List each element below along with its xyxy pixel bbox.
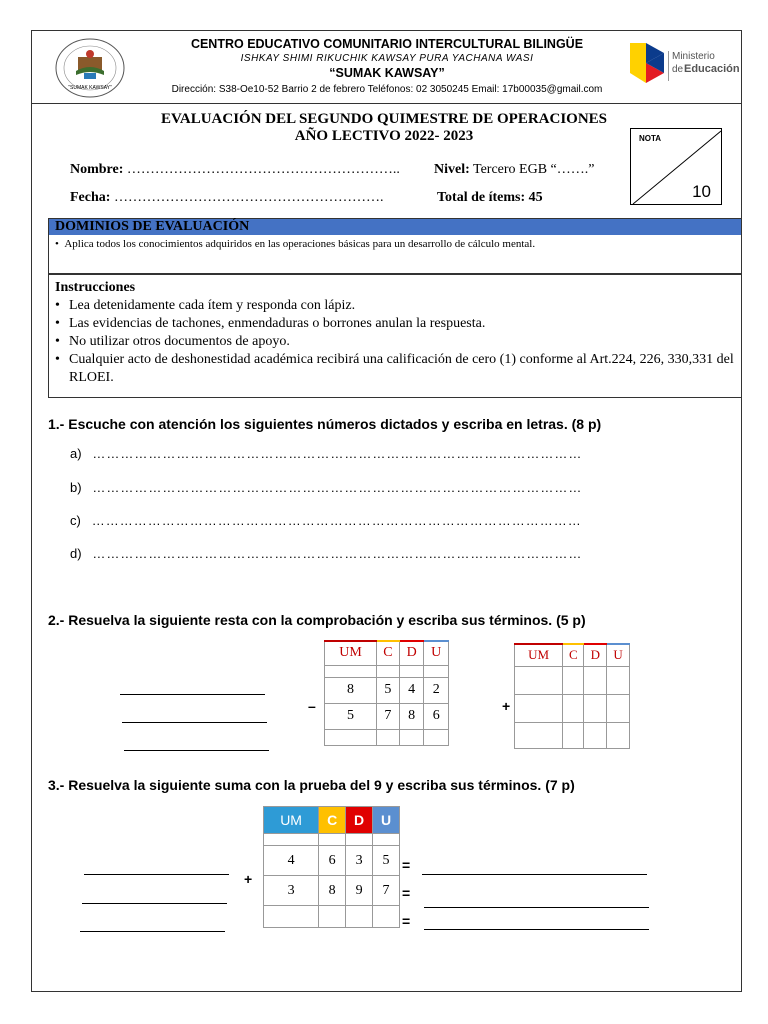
- grid-cell: 4: [399, 677, 424, 703]
- grid-cell[interactable]: [584, 694, 607, 722]
- answer-line-c[interactable]: c) ……………………………………………………………………………………………: [70, 513, 582, 528]
- grid-cell[interactable]: [584, 666, 607, 694]
- equals-sign: =: [402, 913, 411, 929]
- grid-cell: 9: [346, 876, 373, 906]
- level-label: Nivel:: [434, 162, 470, 177]
- school-address: Dirección: S38-Oe10-52 Barrio 2 de febrero Teléfonos: 02 3050245 Email: 17b00035@gmail.com: [171, 84, 603, 95]
- grid-cell[interactable]: [607, 694, 630, 722]
- grid-header: C: [377, 641, 400, 665]
- grid-cell[interactable]: [325, 665, 377, 677]
- grid-cell: 7: [377, 703, 400, 729]
- grid-header: UM: [515, 644, 563, 666]
- term-line[interactable]: [84, 874, 229, 875]
- date-label: Fecha:: [70, 190, 111, 205]
- seal-caption: “SUMAK KAWSAY”: [68, 85, 112, 91]
- term-line[interactable]: [122, 722, 267, 723]
- instruction-item: • Lea detenidamente cada ítem y responda con lápiz.: [55, 297, 735, 315]
- term-line[interactable]: [82, 903, 227, 904]
- term-line[interactable]: [120, 694, 265, 695]
- instructions-heading: Instrucciones: [55, 280, 136, 295]
- answer-line-d[interactable]: d) ……………………………………………………………………………………………: [70, 546, 583, 561]
- ministry-line3: Educación: [684, 63, 740, 75]
- grid-cell[interactable]: [563, 694, 584, 722]
- subtraction-grid: [324, 640, 449, 746]
- grid-cell: 6: [319, 846, 346, 876]
- grid-cell: 7: [373, 876, 400, 906]
- ministry-line1: Ministerio: [672, 51, 715, 62]
- grid-cell[interactable]: [319, 906, 346, 928]
- domains-box: [48, 218, 742, 274]
- name-label: Nombre:: [70, 162, 124, 177]
- result-line[interactable]: [424, 907, 649, 908]
- date-dots[interactable]: ………………………………………………….: [113, 190, 384, 205]
- grid-cell: 4: [264, 846, 319, 876]
- grid-header: U: [607, 644, 630, 666]
- exam-page: [31, 30, 742, 992]
- grid-header: D: [399, 641, 424, 665]
- grid-cell: 8: [399, 703, 424, 729]
- grid-cell[interactable]: [607, 666, 630, 694]
- grid-cell: 5: [325, 703, 377, 729]
- grid-cell[interactable]: [584, 722, 607, 748]
- grid-cell[interactable]: [377, 665, 400, 677]
- grade-box: [630, 128, 722, 205]
- grid-cell[interactable]: [424, 729, 449, 745]
- ministry-logo: [626, 37, 740, 93]
- grid-cell[interactable]: [325, 729, 377, 745]
- grid-cell[interactable]: [264, 834, 319, 846]
- school-name: CENTRO EDUCATIVO COMUNITARIO INTERCULTURAL BILINGÜE: [190, 37, 584, 51]
- grid-header: C: [319, 807, 346, 834]
- exam-title: [144, 111, 624, 145]
- instructions-box: [48, 274, 742, 398]
- grid-cell: 6: [424, 703, 449, 729]
- instruction-item: • Cualquier acto de deshonestidad académica recibirá una calificación de cero (1) conforme al Art.224, 226, 330,331 del RLOEI.: [55, 351, 735, 387]
- grid-cell[interactable]: [399, 665, 424, 677]
- header-divider: [32, 103, 741, 104]
- name-field[interactable]: [70, 162, 400, 178]
- addition-grid: [263, 806, 400, 928]
- school-motto: ISHKAY SHIMI RIKUCHIK KAWSAY PURA YACHANA WASI: [240, 53, 534, 64]
- ministry-divider: [668, 51, 669, 81]
- date-field[interactable]: [70, 190, 383, 206]
- grid-cell: 2: [424, 677, 449, 703]
- total-items: Total de ítems: 45: [437, 190, 543, 205]
- check-grid: [514, 643, 630, 749]
- grid-cell: 3: [346, 846, 373, 876]
- grid-cell[interactable]: [424, 665, 449, 677]
- grid-cell[interactable]: [346, 906, 373, 928]
- instruction-item: • Las evidencias de tachones, enmendaduras o borrones anulan la respuesta.: [55, 315, 735, 333]
- domains-heading: DOMINIOS DE EVALUACIÓN: [49, 219, 741, 235]
- instruction-item: • No utilizar otros documentos de apoyo.: [55, 333, 735, 351]
- exam-title-line2: AÑO LECTIVO 2022- 2023: [294, 128, 474, 144]
- grid-cell[interactable]: [373, 906, 400, 928]
- grid-cell: 5: [373, 846, 400, 876]
- level-field: [434, 162, 594, 178]
- grid-header: C: [563, 644, 584, 666]
- grid-header: U: [424, 641, 449, 665]
- question-1: 1.- Escuche con atención los siguientes números dictados y escriba en letras. (8 p): [48, 416, 602, 432]
- minus-sign: –: [308, 698, 316, 714]
- level-value: Tercero EGB “…….”: [473, 162, 595, 177]
- name-dots[interactable]: …………………………………………………..: [126, 162, 400, 177]
- equals-sign: =: [402, 857, 411, 873]
- grid-cell[interactable]: [563, 722, 584, 748]
- ministry-flag-icon: [626, 39, 668, 89]
- grid-cell[interactable]: [515, 694, 563, 722]
- grid-cell: 8: [319, 876, 346, 906]
- grade-label: NOTA: [639, 134, 662, 143]
- grid-cell[interactable]: [346, 834, 373, 846]
- equals-sign: =: [402, 885, 411, 901]
- grid-cell[interactable]: [377, 729, 400, 745]
- grid-cell[interactable]: [515, 666, 563, 694]
- school-short-name: “SUMAK KAWSAY”: [329, 66, 445, 80]
- grid-cell[interactable]: [607, 722, 630, 748]
- exam-title-line1: EVALUACIÓN DEL SEGUNDO QUIMESTRE DE OPERACIONES: [160, 111, 608, 127]
- grid-header: U: [373, 807, 400, 834]
- school-header: [152, 37, 622, 95]
- grid-cell: 8: [325, 677, 377, 703]
- result-line[interactable]: [422, 874, 647, 875]
- grid-cell[interactable]: [264, 906, 319, 928]
- term-line[interactable]: [124, 750, 269, 751]
- grid-cell[interactable]: [515, 722, 563, 748]
- grid-header: UM: [325, 641, 377, 665]
- grid-header: D: [584, 644, 607, 666]
- grid-cell: 3: [264, 876, 319, 906]
- term-line[interactable]: [80, 931, 225, 932]
- plus-sign: +: [244, 871, 253, 887]
- ministry-line2: de: [672, 64, 684, 75]
- result-line[interactable]: [424, 929, 649, 930]
- domains-text: • Aplica todos los conocimientos adquiridos en las operaciones básicas para un desarrollo de cálculo mental.: [55, 238, 536, 250]
- grid-header: D: [346, 807, 373, 834]
- grid-cell[interactable]: [373, 834, 400, 846]
- plus-sign: +: [502, 698, 511, 714]
- question-3: 3.- Resuelva la siguiente suma con la prueba del 9 y escriba sus términos. (7 p): [48, 777, 575, 793]
- question-2: 2.- Resuelva la siguiente resta con la comprobación y escriba sus términos. (5 p): [48, 612, 586, 628]
- grid-cell: 5: [377, 677, 400, 703]
- answer-line-a[interactable]: a) ……………………………………………………………………………………………: [70, 446, 583, 461]
- grid-cell[interactable]: [563, 666, 584, 694]
- grid-cell[interactable]: [319, 834, 346, 846]
- grid-cell[interactable]: [399, 729, 424, 745]
- answer-line-b[interactable]: b) ……………………………………………………………………………………………: [70, 480, 583, 495]
- grid-header: UM: [264, 807, 319, 834]
- grade-value: 10: [692, 182, 711, 201]
